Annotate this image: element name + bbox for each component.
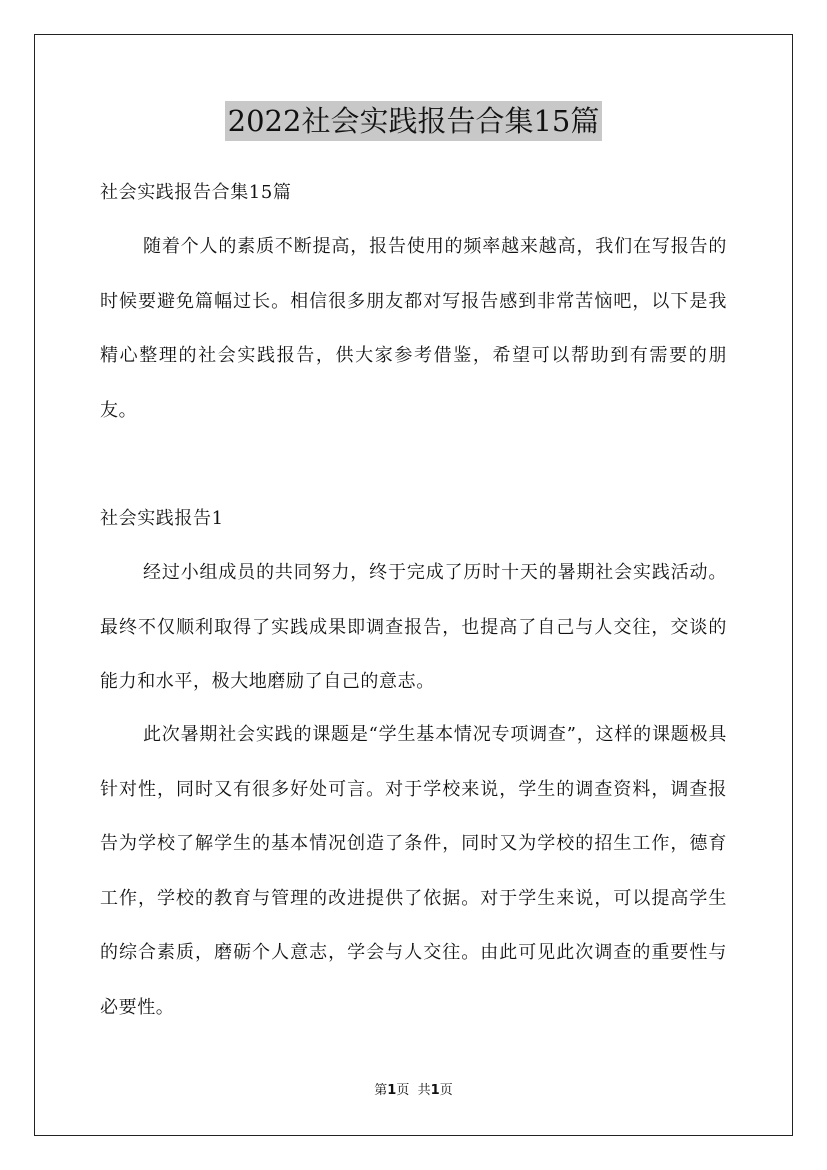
page-total: 1: [430, 1083, 440, 1098]
total-unit: 页: [439, 1083, 453, 1098]
total-prefix: 共: [417, 1083, 431, 1098]
body-paragraph-2: 此次暑期社会实践的课题是“学生基本情况专项调查”，这样的课题极具针对性，同时又有很多好处可言。对于学校来说，学生的调查资料，调查报告为学校了解学生的基本情况创造了条件，同时又为学校的招生工作，德育工作，学校的教育与管理的改进提供了依据。对于学生来说，可以提高学生的综合素质，磨砺个人意志，学会与人交往。由此可见此次调查的重要性与必要性。: [100, 724, 727, 1018]
document-title: 2022社会实践报告合集15篇: [225, 101, 603, 141]
intro-paragraph: 随着个人的素质不断提高，报告使用的频率越来越高，我们在写报告的时候要避免篇幅过长。相信很多朋友都对写报告感到非常苦恼吧，以下是我精心整理的社会实践报告，供大家参考借鉴，希望可以帮助到有需要的朋友。: [100, 236, 727, 421]
title-container: [0, 101, 827, 141]
page-prefix: 第: [374, 1083, 388, 1098]
page-unit: 页: [396, 1083, 410, 1098]
body-paragraph-1: 经过小组成员的共同努力，终于完成了历时十天的暑期社会实践活动。最终不仅顺利取得了实践成果即调查报告，也提高了自己与人交往，交谈的能力和水平，极大地磨励了自己的意志。: [100, 562, 727, 692]
page-footer: [0, 1082, 827, 1100]
section-heading: 社会实践报告1: [100, 508, 224, 529]
document-subtitle: 社会实践报告合集15篇: [100, 182, 292, 203]
page-current: 1: [387, 1083, 397, 1098]
